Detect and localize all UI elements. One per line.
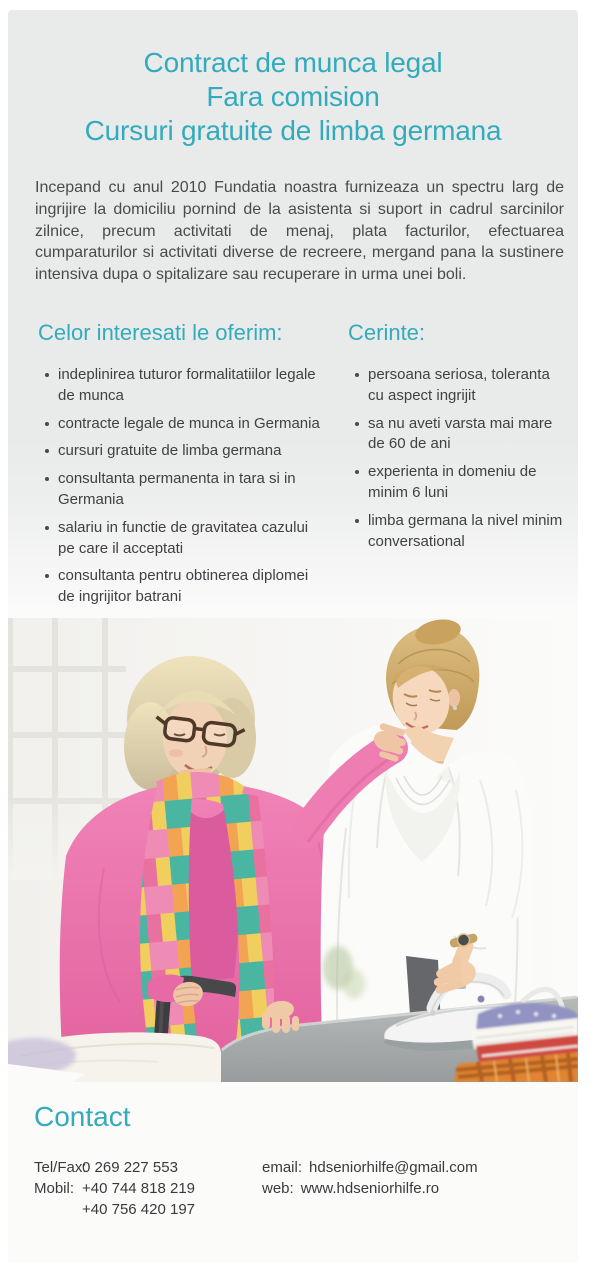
online-block (262, 1157, 478, 1220)
requirements-column (348, 286, 578, 615)
intro-paragraph: Incepand cu anul 2010 Fundatia noastra furnizeaza un spectru larg de ingrijire la domiciliu pornind de la asistenta si suport in cadrul sarcinilor zilnice, precum activitati de menaj, plata facturilor, efectuarea cumparaturilor si activitati diverse de recreere, mergand pana la sustinere intensiva dupa o spitalizare sau recuperare in urma unei boli. (35, 179, 564, 284)
list-item: limba germana la nivel minim conversational (355, 511, 578, 553)
mobile-row-2 (34, 1199, 262, 1220)
contact-details (34, 1157, 578, 1220)
offer-heading: Celor interesati le oferim: (38, 319, 283, 345)
list-item: experienta in domeniu de minim 6 luni (355, 462, 578, 504)
web-row (262, 1178, 478, 1199)
offer-list (38, 365, 348, 608)
web-label: web: (262, 1180, 294, 1197)
two-column-lists (8, 286, 578, 615)
sofa (8, 1032, 221, 1082)
caregiver-photo (8, 618, 578, 1082)
list-item: indeplinirea tuturor formalitatiilor legale de munca (45, 365, 348, 407)
list-item: cursuri gratuite de limba germana (45, 441, 348, 462)
bullet-icon (45, 526, 49, 530)
empty-label (34, 1199, 82, 1220)
email-address: hdseniorhilfe@gmail.com (309, 1159, 478, 1176)
mobile-row (34, 1178, 262, 1199)
email-label: email: (262, 1159, 303, 1176)
photo-section (8, 618, 578, 1082)
list-item: sa nu aveti varsta mai mare de 60 de ani (355, 414, 578, 456)
web-address: www.hdseniorhilfe.ro (300, 1180, 440, 1197)
bullet-icon (45, 449, 49, 453)
list-item: consultanta pentru obtinerea diplomei de ingrijitor batrani (45, 566, 348, 608)
list-item: consultanta permanenta in tara si in Germania (45, 469, 348, 511)
bullet-icon (45, 422, 49, 426)
telfax-row (34, 1157, 262, 1178)
phone-block (34, 1157, 262, 1220)
list-item: salariu in functie de gravitatea cazului pe care il acceptati (45, 518, 348, 560)
requirements-heading: Cerinte: (348, 319, 426, 345)
bullet-icon (45, 574, 49, 578)
bullet-icon (355, 470, 359, 474)
contact-section (8, 1082, 578, 1262)
mobile-number-1: +40 744 818 219 (82, 1180, 196, 1197)
bullet-icon (355, 422, 359, 426)
title-line-1: Contract de munca legal (143, 47, 443, 78)
bullet-icon (45, 373, 49, 377)
telfax-label: Tel/Fax: (34, 1159, 87, 1176)
contact-heading: Contact (34, 1101, 131, 1132)
requirements-list (348, 365, 578, 552)
list-item: persoana seriosa, toleranta cu aspect ingrijit (355, 365, 578, 407)
email-row (262, 1157, 478, 1178)
bullet-icon (355, 373, 359, 377)
mobile-number-2: +40 756 420 197 (82, 1201, 196, 1218)
telfax-number: 0 269 227 553 (82, 1159, 178, 1176)
offer-column (38, 286, 348, 615)
bullet-icon (45, 477, 49, 481)
title-line-3: Cursuri gratuite de limba germana (84, 115, 502, 146)
list-item: contracte legale de munca in Germania (45, 414, 348, 435)
top-section (8, 10, 578, 618)
title-line-2: Fara comision (206, 81, 380, 112)
bullet-icon (355, 519, 359, 523)
page-title (8, 46, 578, 148)
mobile-label: Mobil: (34, 1180, 75, 1197)
